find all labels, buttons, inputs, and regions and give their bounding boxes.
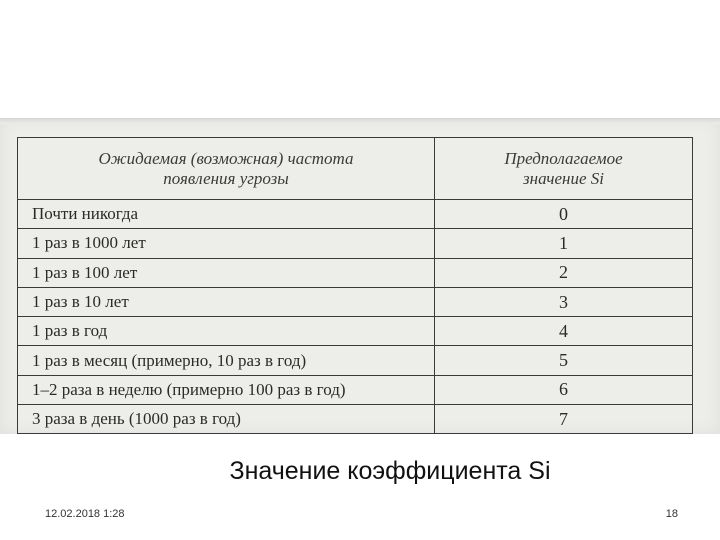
row-frequency: 1–2 раза в неделю (примерно 100 раз в год)	[18, 375, 435, 404]
footer-date: 12.02.2018 1:28	[45, 508, 125, 520]
table-row	[18, 200, 693, 229]
row-value: 2	[435, 258, 693, 287]
slide-caption: Значение коэффициента Si	[229, 457, 551, 485]
table-row	[18, 405, 693, 434]
table-row	[18, 258, 693, 287]
header-value-line1: Предполагаемое	[504, 148, 623, 168]
table-row	[18, 229, 693, 258]
table-row	[18, 317, 693, 346]
row-frequency: 1 раз в год	[18, 317, 435, 346]
header-value	[435, 138, 693, 200]
row-value: 4	[435, 317, 693, 346]
header-frequency-line1: Ожидаемая (возможная) частота	[98, 148, 354, 168]
row-frequency: 1 раз в 1000 лет	[18, 229, 435, 258]
row-frequency: 3 раза в день (1000 раз в год)	[18, 405, 435, 434]
table-row	[18, 287, 693, 316]
scan-top-edge	[0, 118, 720, 124]
row-frequency: 1 раз в 100 лет	[18, 258, 435, 287]
row-value: 3	[435, 287, 693, 316]
table-row	[18, 346, 693, 375]
header-value-line2: значение Si	[523, 168, 604, 188]
table-header-row	[18, 138, 693, 200]
header-frequency	[18, 138, 435, 200]
threat-frequency-table	[17, 137, 693, 434]
row-frequency: Почти никогда	[18, 200, 435, 229]
row-value: 6	[435, 375, 693, 404]
row-frequency: 1 раз в месяц (примерно, 10 раз в год)	[18, 346, 435, 375]
page-number: 18	[665, 508, 678, 520]
row-value: 5	[435, 346, 693, 375]
row-frequency: 1 раз в 10 лет	[18, 287, 435, 316]
header-frequency-line2: появления угрозы	[163, 168, 289, 188]
row-value: 0	[435, 200, 693, 229]
row-value: 7	[435, 405, 693, 434]
table-row	[18, 375, 693, 404]
row-value: 1	[435, 229, 693, 258]
